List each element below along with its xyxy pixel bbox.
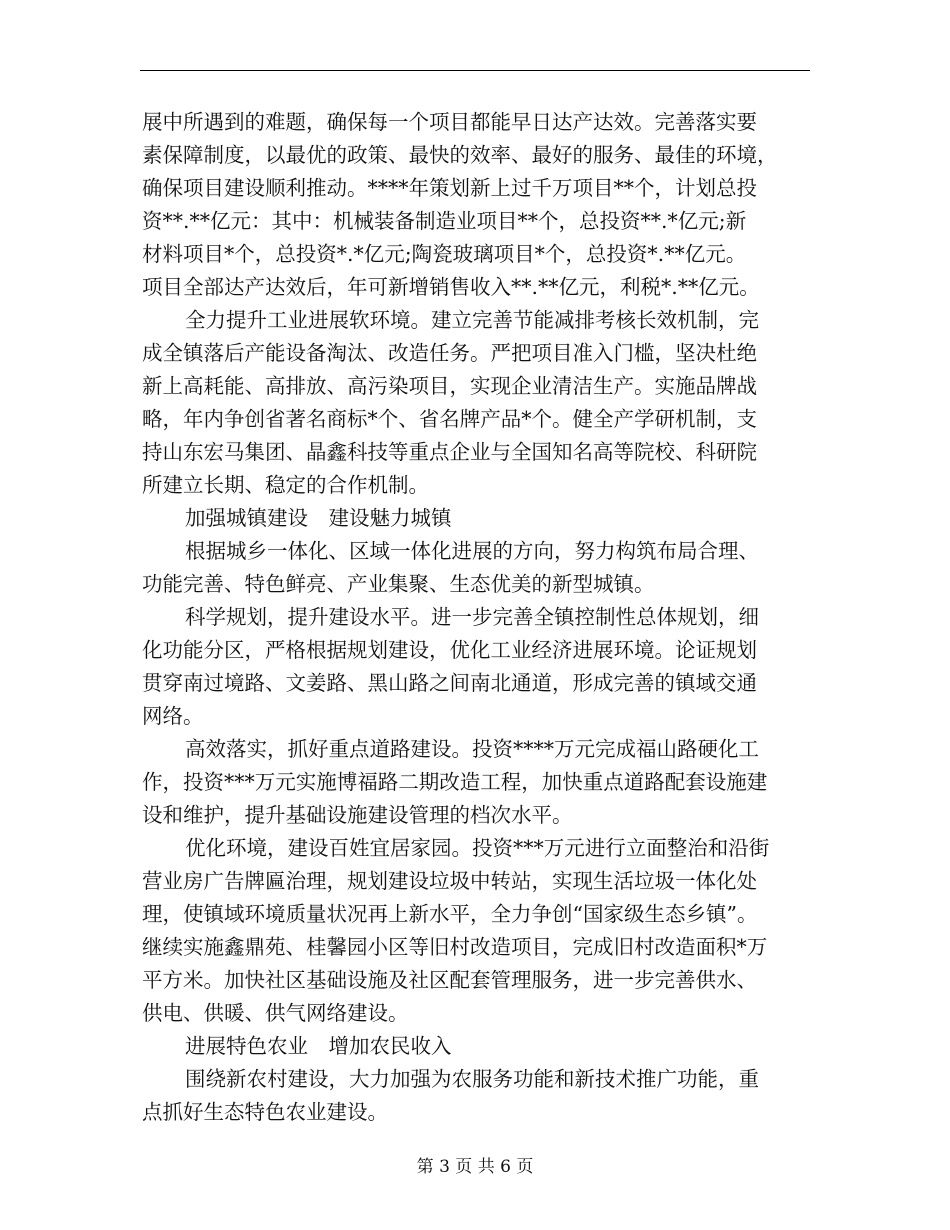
text-line: 素保障制度，以最优的政策、最快的效率、最好的服务、最佳的环境， [142,143,778,167]
text-line: 材料项目*个，总投资*.*亿元;陶瓷玻璃项目*个，总投资*.**亿元。 [142,242,747,266]
text-line: 继续实施鑫鼎苑、桂馨园小区等旧村改造项目，完成旧村改造面积*万 [142,935,768,959]
text-line: 资**.**亿元：其中：机械装备制造业项目**个，总投资**.*亿元;新 [142,209,747,233]
text-line: 设和维护，提升基础设施建设管理的档次水平。 [142,803,573,827]
paragraph-first-line: 优化环境，建设百姓宜居家园。投资***万元进行立面整治和沿街 [185,836,770,860]
text-line: 网络。 [142,704,204,728]
paragraph-first-line: 全力提升工业进展软环境。建立完善节能减排考核长效机制，完 [185,308,759,332]
text-line: 功能完善、特色鲜亮、产业集聚、生态优美的新型城镇。 [142,572,655,596]
text-line: 营业房广告牌匾治理，规划建设垃圾中转站，实现生活垃圾一体化处 [142,869,757,893]
text-line: 展中所遇到的难题，确保每一个项目都能早日达产达效。完善落实要 [142,110,757,134]
text-line: 持山东宏马集团、晶鑫科技等重点企业与全国知名高等院校、科研院 [142,440,757,464]
text-line: 确保项目建设顺利推动。****年策划新上过千万项目**个，计划总投 [142,176,757,200]
text-line: 理，使镇域环境质量状况再上新水平，全力争创“国家级生态乡镇”。 [142,902,758,926]
text-line: 成全镇落后产能设备淘汰、改造任务。严把项目准入门槛，坚决杜绝 [142,341,757,365]
section-heading: 进展特色农业 增加农民收入 [185,1034,452,1058]
page-footer: 第 3 页 共 6 页 [416,1157,534,1177]
text-line: 平方米。加快社区基础设施及社区配套管理服务，进一步完善供水、 [142,968,757,992]
text-line: 略，年内争创省著名商标*个、省名牌产品*个。健全产学研机制，支 [142,407,757,431]
paragraph-first-line: 根据城乡一体化、区域一体化进展的方向，努力构筑布局合理、 [185,539,759,563]
text-line: 项目全部达产达效后，年可新增销售收入**.**亿元，利税*.**亿元。 [142,275,760,299]
paragraph-first-line: 科学规划，提升建设水平。进一步完善全镇控制性总体规划，细 [185,605,759,629]
paragraph-first-line: 高效落实，抓好重点道路建设。投资****万元完成福山路硬化工 [185,737,759,761]
section-heading: 加强城镇建设 建设魅力城镇 [185,506,452,530]
text-line: 点抓好生态特色农业建设。 [142,1100,388,1124]
text-line: 贯穿南过境路、文姜路、黑山路之间南北通道，形成完善的镇域交通 [142,671,757,695]
text-line: 新上高耗能、高排放、高污染项目，实现企业清洁生产。实施品牌战 [142,374,757,398]
text-line: 供电、供暖、供气网络建设。 [142,1001,409,1025]
text-line: 所建立长期、稳定的合作机制。 [142,473,429,497]
text-line: 作，投资***万元实施博福路二期改造工程，加快重点道路配套设施建 [142,770,768,794]
header-rule [140,70,810,71]
paragraph-first-line: 围绕新农村建设，大力加强为农服务功能和新技术推广功能，重 [185,1067,759,1091]
document-body [142,106,812,1129]
text-line: 化功能分区，严格根据规划建设，优化工业经济进展环境。论证规划 [142,638,757,662]
